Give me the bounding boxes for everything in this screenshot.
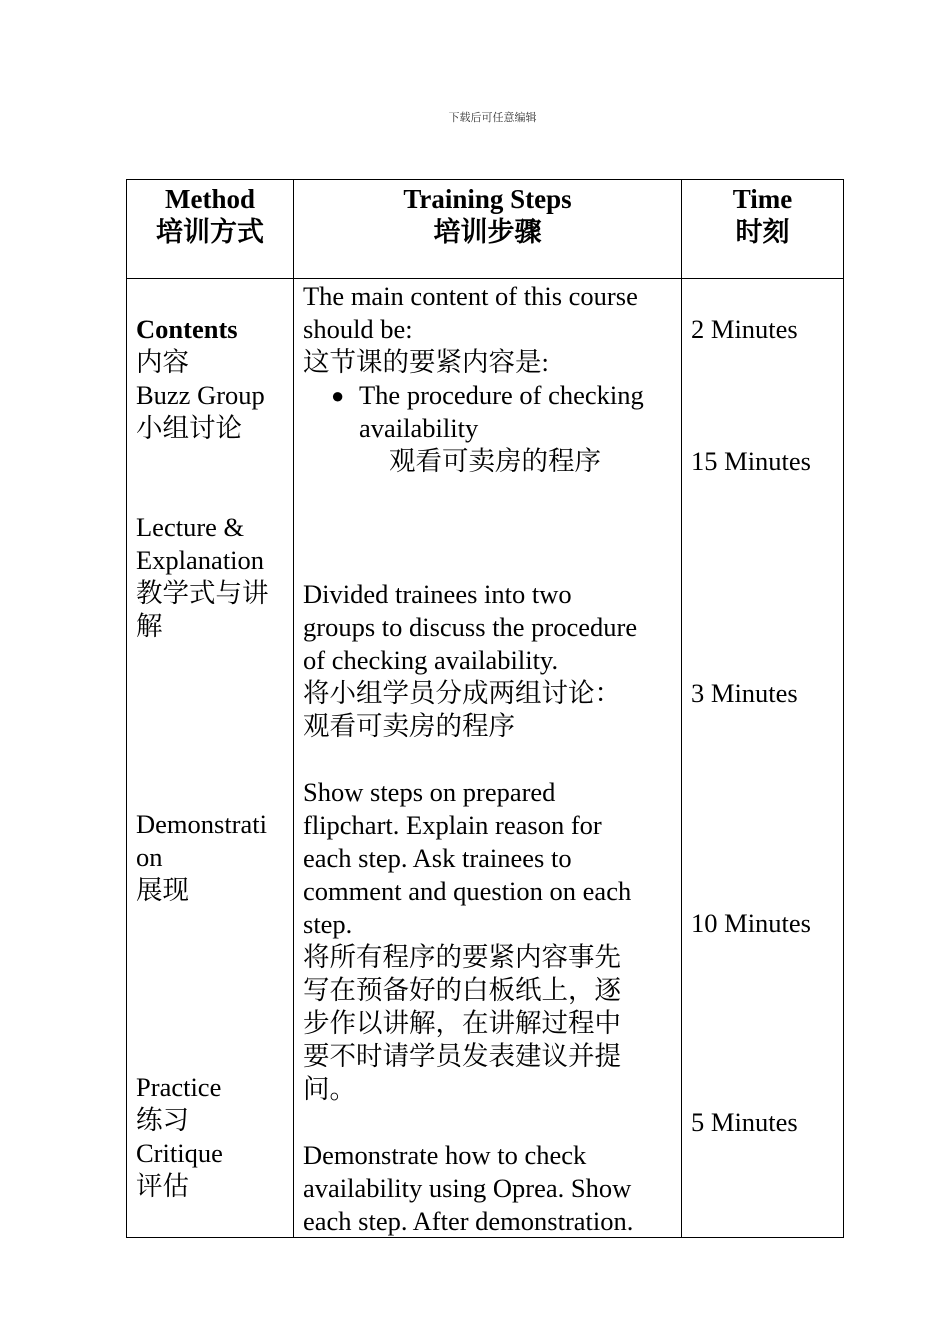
method-contents	[136, 313, 289, 445]
method-demo-zh: 展现	[136, 875, 189, 905]
step-buzz-l2: groups to discuss the procedure	[303, 612, 638, 642]
step-lecture-l4: comment and question on each	[303, 876, 632, 906]
step-lecture-zh-l3: 步作以讲解，在讲解过程中	[303, 1008, 621, 1038]
time-practice: 5 Minutes	[691, 1107, 798, 1137]
watermark-text: 下载后可任意编辑	[448, 111, 537, 124]
step-demo-l3: each step. After demonstration.	[303, 1206, 634, 1236]
method-practice-en: Practice	[136, 1072, 222, 1102]
method-demo-l2: on	[136, 842, 163, 872]
step-lecture-l1: Show steps on prepared	[303, 777, 556, 807]
step-lecture	[303, 776, 677, 1106]
method-demonstration	[136, 808, 289, 907]
method-buzz-zh: 小组讨论	[136, 413, 242, 443]
header-method-zh: 培训方式	[156, 217, 264, 247]
step-demonstration	[303, 1139, 677, 1238]
time-column	[682, 279, 844, 1238]
step-lecture-l5: step.	[303, 909, 353, 939]
time-demonstration: 10 Minutes	[691, 908, 811, 938]
step-contents-l1: The main content of this course	[303, 281, 638, 311]
header-steps-en: Training Steps	[403, 184, 572, 214]
header-time-zh: 时刻	[735, 217, 790, 247]
method-practice	[136, 1071, 289, 1203]
step-contents	[303, 280, 677, 478]
method-critique-en: Critique	[136, 1138, 223, 1168]
method-demo-l1: Demonstrati	[136, 809, 267, 839]
table-body-row	[127, 279, 844, 1238]
step-lecture-l3: each step. Ask trainees to	[303, 843, 572, 873]
step-bullet-zh: 观看可卖房的程序	[389, 446, 601, 476]
header-time-en: Time	[732, 184, 793, 214]
step-contents-l2: should be:	[303, 314, 413, 344]
step-bullet-l1: The procedure of checking	[359, 380, 644, 410]
training-plan-table	[126, 179, 844, 1238]
step-lecture-zh-l5: 问。	[303, 1074, 356, 1104]
step-buzz-l1: Divided trainees into two	[303, 579, 572, 609]
header-time	[682, 180, 844, 279]
method-critique-zh: 评估	[136, 1171, 189, 1201]
step-buzz	[303, 578, 677, 743]
time-lecture: 3 Minutes	[691, 678, 798, 708]
method-contents-en: Contents	[136, 314, 238, 344]
step-buzz-zh-l1: 将小组学员分成两组讨论：	[303, 678, 621, 708]
table-header-row	[127, 180, 844, 279]
time-contents: 2 Minutes	[691, 314, 798, 344]
step-bullet-l2: availability	[359, 413, 479, 443]
method-practice-zh: 练习	[136, 1105, 189, 1135]
method-lecture-l1: Lecture &	[136, 512, 245, 542]
step-demo-l2: availability using Oprea. Show	[303, 1173, 632, 1203]
method-column	[127, 279, 294, 1238]
step-contents-zh: 这节课的要紧内容是:	[303, 347, 549, 377]
header-steps	[294, 180, 682, 279]
steps-column	[294, 279, 682, 1238]
step-demo-l1: Demonstrate how to check	[303, 1140, 587, 1170]
bullet-dot-icon: ●	[331, 383, 345, 408]
step-lecture-zh-l2: 写在预备好的白板纸上，逐	[303, 975, 621, 1005]
time-buzz: 15 Minutes	[691, 446, 811, 476]
method-lecture-zh-l2: 解	[136, 611, 163, 641]
step-buzz-l3: of checking availability.	[303, 645, 559, 675]
method-lecture-l2: Explanation	[136, 545, 265, 575]
method-contents-zh: 内容	[136, 347, 189, 377]
header-steps-zh: 培训步骤	[433, 217, 542, 247]
method-buzz-en: Buzz Group	[136, 380, 265, 410]
step-lecture-l2: flipchart. Explain reason for	[303, 810, 602, 840]
method-lecture	[136, 511, 289, 643]
header-method	[127, 180, 294, 279]
header-method-en: Method	[165, 184, 255, 214]
step-buzz-zh-l2: 观看可卖房的程序	[303, 711, 515, 741]
method-lecture-zh-l1: 教学式与讲	[136, 578, 269, 608]
step-bullet-item	[303, 379, 677, 478]
step-lecture-zh-l4: 要不时请学员发表建议并提	[303, 1041, 621, 1071]
step-lecture-zh-l1: 将所有程序的要紧内容事先	[303, 942, 621, 972]
